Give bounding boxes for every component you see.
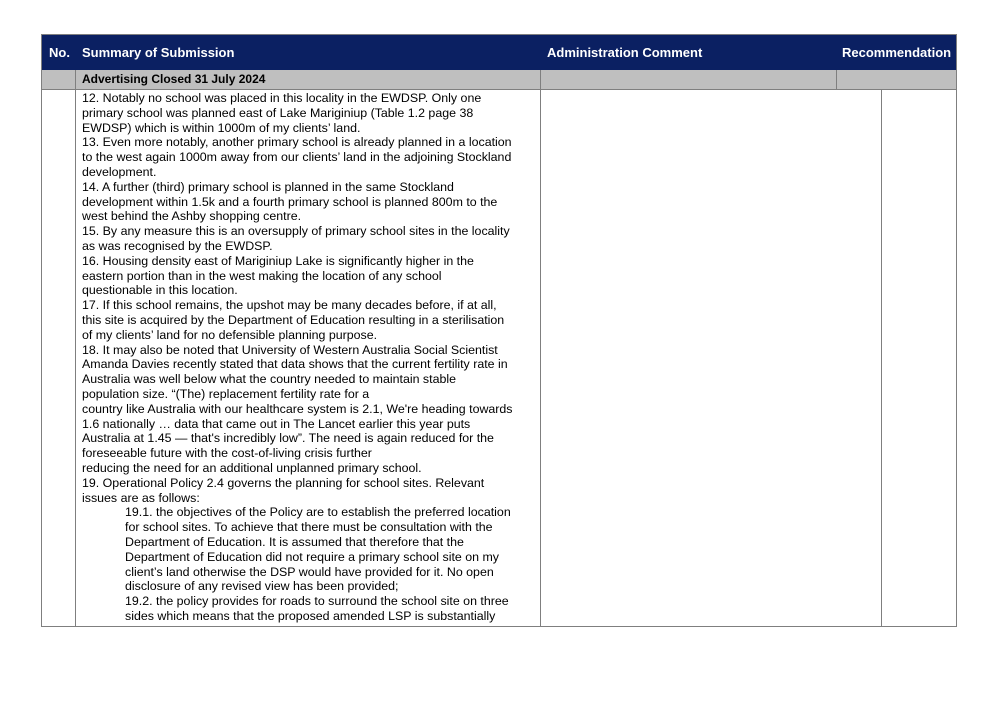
summary-line: 15. By any measure this is an oversupply of primary school sites in the locality bbox=[82, 224, 510, 239]
section-title: Advertising Closed 31 July 2024 bbox=[82, 72, 266, 86]
header-recommendation: Recommendation bbox=[842, 45, 952, 60]
header-no: No. bbox=[49, 45, 70, 60]
summary-subitem-line: for school sites. To achieve that there must be consultation with the bbox=[125, 520, 493, 535]
summary-line: primary school was planned east of Lake Mariginiup (Table 1.2 page 38 bbox=[82, 105, 474, 120]
column-divider bbox=[540, 70, 541, 626]
summary-line: 1.6 nationally … data that came out in The Lancet earlier this year puts bbox=[82, 416, 471, 431]
summary-line: this site is acquired by the Department of Education resulting in a sterilisation bbox=[82, 312, 505, 327]
summary-subitem-line: disclosure of any revised view has been provided; bbox=[125, 579, 399, 594]
summary-subitem-line: Department of Education. It is assumed that therefore that the bbox=[125, 534, 464, 549]
summary-line: Amanda Davies recently stated that data shows that the current fertility rate in bbox=[82, 357, 508, 372]
summary-line: reducing the need for an additional unplanned primary school. bbox=[82, 460, 422, 475]
summary-line: Australia was well below what the country needed to maintain stable bbox=[82, 372, 456, 387]
column-divider bbox=[75, 70, 76, 626]
summary-line: 19. Operational Policy 2.4 governs the planning for school sites. Relevant bbox=[82, 475, 485, 490]
summary-subitem-line: Department of Education did not require a primary school site on my bbox=[125, 549, 499, 564]
summary-line: 13. Even more notably, another primary school is already planned in a location bbox=[82, 135, 512, 150]
summary-subitem-line: 19.2. the policy provides for roads to surround the school site on three bbox=[125, 594, 509, 609]
summary-line: 14. A further (third) primary school is planned in the same Stockland bbox=[82, 179, 454, 194]
submissions-table bbox=[41, 34, 957, 627]
summary-subitem-line: 19.1. the objectives of the Policy are to establish the preferred location bbox=[125, 505, 511, 520]
summary-line: population size. “(The) replacement fertility rate for a bbox=[82, 386, 370, 401]
summary-line: as was recognised by the EWDSP. bbox=[82, 238, 273, 253]
summary-line: foreseeable future with the cost-of-living crisis further bbox=[82, 446, 372, 461]
summary-line: west behind the Ashby shopping centre. bbox=[82, 209, 302, 224]
summary-line: eastern portion than in the west making the location of any school bbox=[82, 268, 442, 283]
summary-line: Australia at 1.45 — that's incredibly low”. The need is again reduced for the bbox=[82, 431, 494, 446]
summary-line: 18. It may also be noted that University of Western Australia Social Scientist bbox=[82, 342, 498, 357]
summary-subitem-line: client’s land otherwise the DSP would have provided for it. No open bbox=[125, 564, 494, 579]
summary-line: country like Australia with our healthcare system is 2.1, We're heading towards bbox=[82, 401, 513, 416]
summary-line: 17. If this school remains, the upshot may be many decades before, if at all, bbox=[82, 298, 497, 313]
summary-line: of my clients’ land for no defensible planning purpose. bbox=[82, 327, 378, 342]
summary-line: to the west again 1000m away from our clients’ land in the adjoining Stockland bbox=[82, 150, 512, 165]
summary-line: 16. Housing density east of Mariginiup Lake is significantly higher in the bbox=[82, 253, 474, 268]
header-admin-comment: Administration Comment bbox=[547, 45, 703, 60]
column-divider bbox=[836, 70, 837, 90]
summary-line: EWDSP) which is within 1000m of my clients’ land. bbox=[82, 120, 361, 135]
header-summary: Summary of Submission bbox=[82, 45, 235, 60]
summary-line: 12. Notably no school was placed in this locality in the EWDSP. Only one bbox=[82, 91, 482, 105]
summary-line: development. bbox=[82, 164, 157, 179]
summary-line: questionable in this location. bbox=[82, 283, 238, 298]
column-divider bbox=[881, 90, 882, 626]
section-row bbox=[42, 70, 956, 90]
table-header-row bbox=[42, 35, 956, 70]
summary-line: issues are as follows: bbox=[82, 490, 200, 505]
submission-summary-text bbox=[82, 91, 540, 624]
summary-line: development within 1.5k and a fourth primary school is planned 800m to the bbox=[82, 194, 498, 209]
summary-subitem-line: sides which means that the proposed amended LSP is substantially bbox=[125, 608, 496, 623]
